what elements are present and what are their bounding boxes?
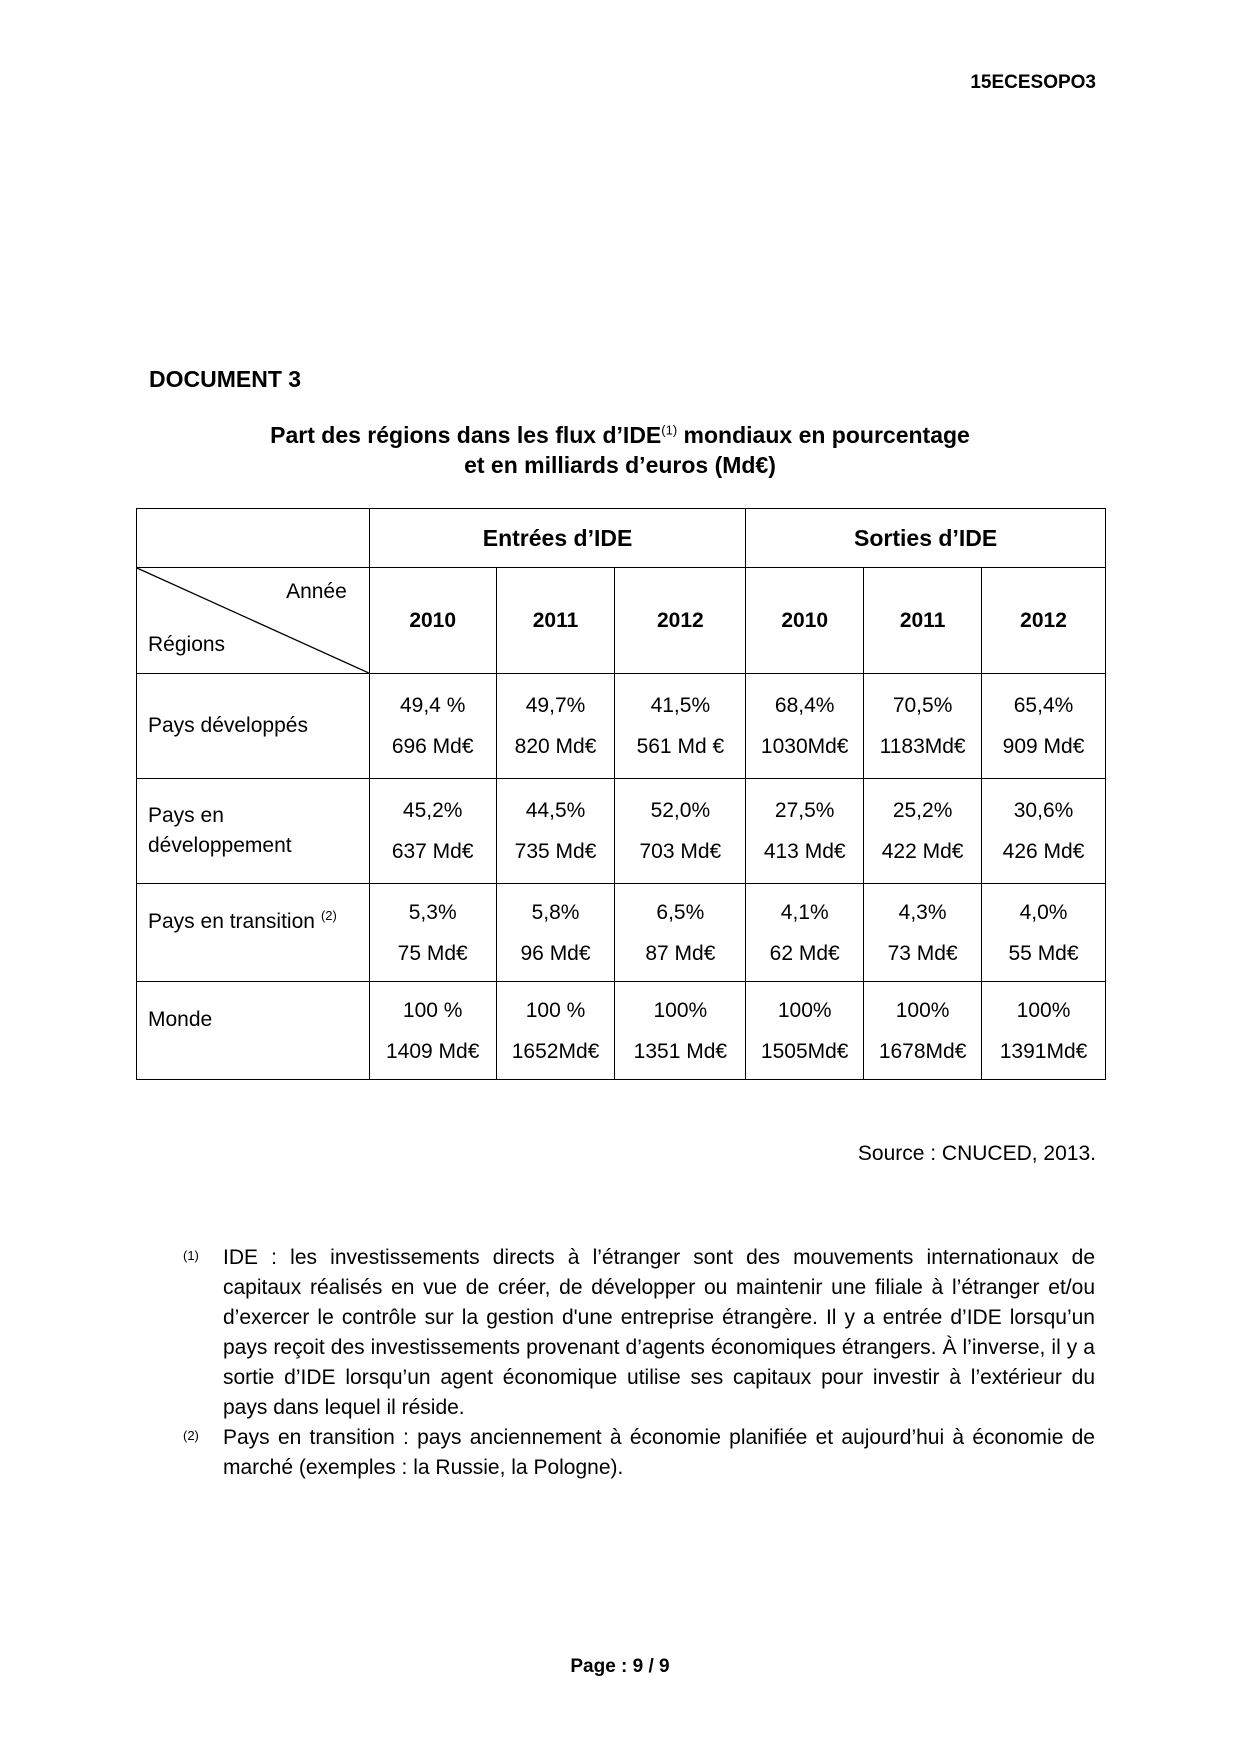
value-cell [864,779,982,884]
amount-value: 73 Md€ [887,941,958,965]
value-cell [369,674,496,779]
value-cell [496,779,615,884]
pct-value: 45,2% [402,799,463,822]
footnote-mark-1: (1) [183,1248,199,1263]
pct-value: 30,6% [1013,799,1074,822]
table-title-part-a: Part des régions dans les flux d’IDE [270,422,662,448]
value-cell [496,884,615,982]
year-sorties-2010: 2010 [746,568,864,674]
region-cell [137,779,370,884]
value-cell [615,779,746,884]
pct-value: 5,8% [531,900,580,924]
amount-value: 1652Md€ [511,1039,600,1063]
value-cell [496,674,615,779]
year-entrees-2011: 2011 [496,568,615,674]
amount-value: 696 Md€ [391,735,474,758]
region-label: Pays en transition [148,910,315,933]
amount-value: 75 Md€ [397,941,468,965]
pct-value: 41,5% [650,694,711,717]
pct-value: 6,5% [656,900,705,924]
amount-value: 55 Md€ [1008,941,1079,965]
value-cell [982,779,1106,884]
region-cell [137,884,370,982]
amount-value: 1391Md€ [999,1039,1088,1063]
value-cell [615,884,746,982]
pct-value: 4,1% [780,900,829,924]
footnote-2 [183,1423,1095,1483]
value-cell [746,674,864,779]
pct-value: 100 % [525,998,586,1022]
pct-value: 44,5% [525,799,586,822]
pct-value: 100% [777,998,832,1022]
value-cell [369,982,496,1080]
footnote-ref-2: (2) [320,908,337,923]
value-cell [864,884,982,982]
corner-label-annee: Année [286,580,347,603]
value-cell [746,884,864,982]
value-cell [615,674,746,779]
footnote-1 [183,1243,1095,1423]
pct-value: 52,0% [650,799,711,822]
pct-value: 70,5% [892,694,953,717]
footnote-text-1: IDE : les investissements directs à l’étranger sont des mouvements internationaux de capitaux réalisés en vue de créer, de développer ou maintenir une filiale à l’étranger et/ou d’exercer le contrôle sur la gestion d'une entreprise étrangère. Il y a entrée d’IDE lorsqu’un pays reçoit des investissements provenant d’agents économiques étrangers. À l’inverse, il y a sortie d’IDE lorsqu’un agent économique utilise ses capitaux pour investir à l’extérieur du pays dans lequel il réside. [223,1246,1095,1419]
amount-value: 703 Md€ [639,840,722,863]
amount-value: 1678Md€ [878,1039,967,1063]
ide-table [136,508,1106,1080]
year-sorties-2012: 2012 [982,568,1106,674]
value-cell [369,779,496,884]
year-entrees-2010: 2010 [369,568,496,674]
value-cell [746,779,864,884]
region-cell [137,982,370,1080]
document-code: 15ECESOPO3 [970,72,1096,93]
year-header-row [137,568,1106,674]
region-label: Pays en développement [148,804,292,857]
amount-value: 820 Md€ [514,735,597,758]
group-sorties: Sorties d’IDE [746,509,1106,568]
amount-value: 1030Md€ [760,735,849,758]
value-cell [982,884,1106,982]
region-label: Pays développés [148,714,308,737]
year-entrees-2012: 2012 [615,568,746,674]
value-cell [746,982,864,1080]
footnotes [183,1243,1095,1483]
pct-value: 100% [1016,998,1071,1022]
document-label: DOCUMENT 3 [149,366,302,392]
pct-value: 68,4% [774,694,835,717]
value-cell [615,982,746,1080]
year-sorties-2011: 2011 [864,568,982,674]
pct-value: 27,5% [774,799,835,822]
amount-value: 561 Md € [636,735,725,758]
pct-value: 100% [895,998,950,1022]
table-row [137,779,1106,884]
amount-value: 637 Md€ [391,840,474,863]
table-row [137,884,1106,982]
pct-value: 49,4 % [399,694,466,717]
amount-value: 422 Md€ [881,840,964,863]
amount-value: 1505Md€ [760,1039,849,1063]
footnote-text-2: Pays en transition : pays anciennement à économie planifiée et aujourd’hui à économie de marché (exemples : la Russie, la Pologne). [223,1426,1095,1479]
region-label: Monde [148,1008,213,1031]
pct-value: 100 % [402,998,463,1022]
pct-value: 5,3% [408,900,457,924]
amount-value: 96 Md€ [520,941,591,965]
group-header-row [137,509,1106,568]
pct-value: 4,3% [898,900,947,924]
empty-corner-cell [137,509,370,568]
amount-value: 426 Md€ [1002,840,1085,863]
amount-value: 1183Md€ [879,735,966,758]
amount-value: 62 Md€ [769,941,840,965]
value-cell [982,982,1106,1080]
source-line: Source : CNUCED, 2013. [857,1142,1096,1165]
page-number: Page : 9 / 9 [570,1656,670,1677]
pct-value: 4,0% [1019,900,1068,924]
value-cell [982,674,1106,779]
table-title-line-1 [0,420,1240,450]
value-cell [369,884,496,982]
pct-value: 100% [653,998,708,1022]
value-cell [496,982,615,1080]
table-row [137,982,1106,1080]
table-title-line-2: et en milliards d’euros (Md€) [464,452,776,478]
region-cell [137,674,370,779]
pct-value: 49,7% [525,694,586,717]
amount-value: 735 Md€ [514,840,597,863]
pct-value: 65,4% [1013,694,1074,717]
corner-diagonal-cell [137,568,370,674]
value-cell [864,674,982,779]
value-cell [864,982,982,1080]
table-title [0,420,1240,480]
pct-value: 25,2% [892,799,953,822]
amount-value: 909 Md€ [1002,735,1085,758]
footnote-ref-1: (1) [661,422,678,438]
footnote-mark-2: (2) [183,1428,199,1443]
amount-value: 1409 Md€ [385,1039,480,1063]
table-title-part-b: mondiaux en pourcentage [677,422,970,448]
corner-label-regions: Régions [148,633,226,656]
amount-value: 1351 Md€ [633,1039,728,1063]
table-row [137,674,1106,779]
amount-value: 413 Md€ [763,840,846,863]
group-entrees: Entrées d’IDE [369,509,745,568]
amount-value: 87 Md€ [645,941,716,965]
